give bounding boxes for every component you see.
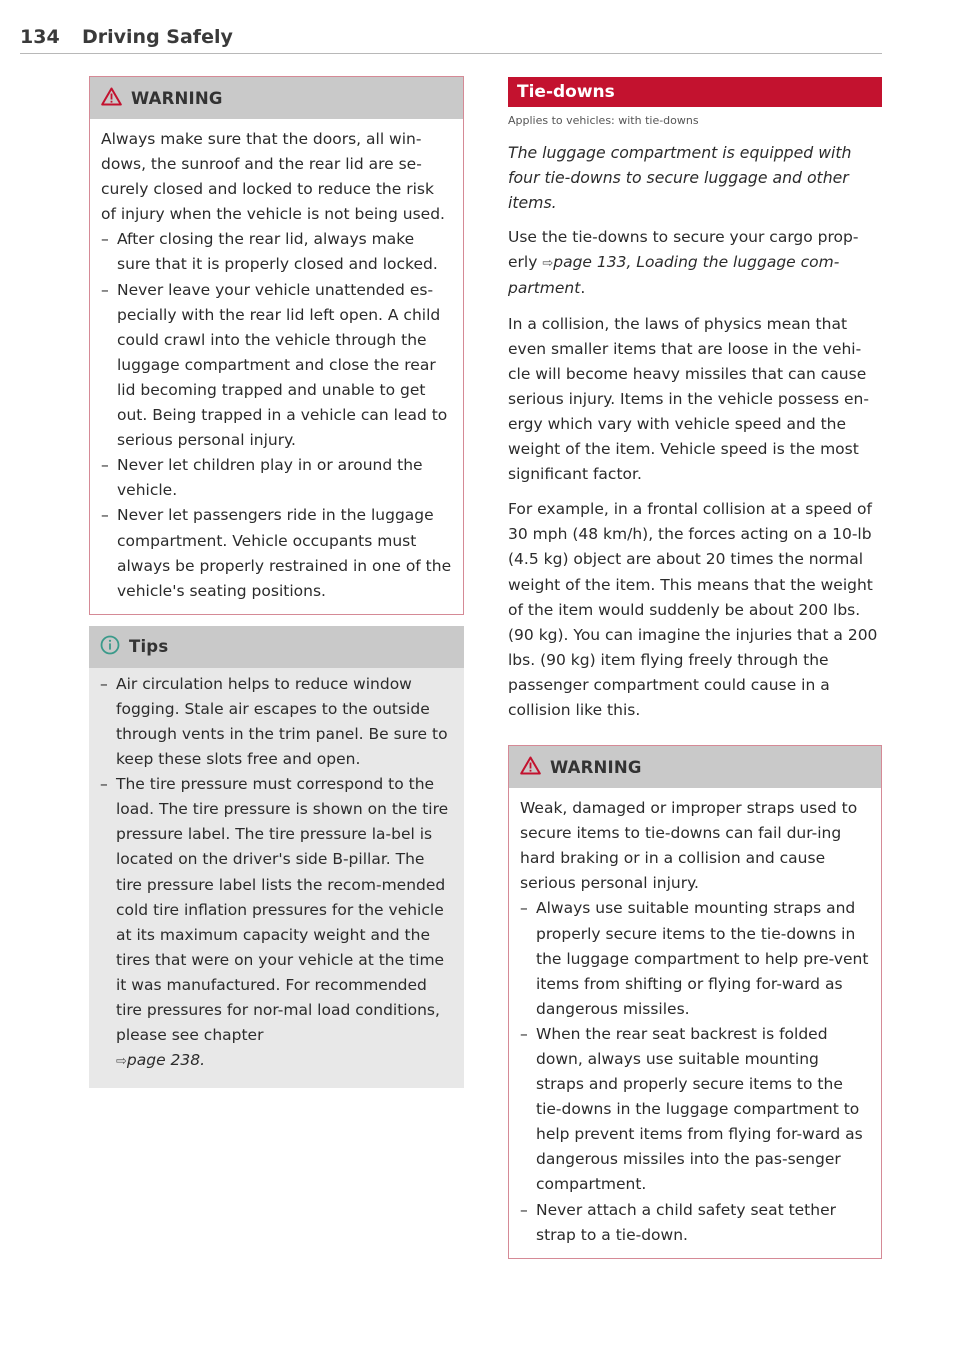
tips-body	[89, 668, 464, 1089]
right-warning-item: – Never attach a child safety seat tether strap to a tie-down.	[520, 1198, 870, 1248]
use-end: .	[580, 279, 586, 298]
tips-title: Tips	[129, 637, 169, 657]
section-title: Driving Safely	[82, 26, 233, 48]
tips-item: – Air circulation helps to reduce window fogging. Stale air escapes to the outside through vents in the trim panel. Be sure to keep these slots free and open.	[100, 672, 453, 772]
left-warning-item: – After closing the rear lid, always make sure that it is properly closed and locked.	[101, 227, 452, 277]
tips-page-ref[interactable]: page 238.	[126, 1051, 206, 1070]
header-divider	[20, 53, 882, 54]
left-warning-title: WARNING	[131, 88, 223, 108]
loading-page-ref[interactable]: page 133, Loading the luggage com-partment	[508, 253, 840, 298]
use-text: Use the tie-downs to secure your cargo prop-erly	[508, 228, 859, 272]
collision-paragraph: In a collision, the laws of physics mean that even smaller items that are loose in the vehi-cle will become heavy missiles that can cause serious injury. Items in the vehicle possess en-ergy which vary with vehicle speed and the weight of the item. Vehicle speed is the most significant factor.	[508, 314, 869, 484]
right-warning-item: – When the rear seat backrest is folded down, always use suitable mounting straps and properly secure items to the tie-downs in the luggage compartment to help prevent items from flying for-ward as dangerous missiles into the pas-senger compartment.	[520, 1022, 870, 1198]
right-warning-intro: Weak, damaged or improper straps used to secure items to tie-downs can fail dur-ing hard braking or in a collision and cause serious personal injury.	[520, 799, 858, 893]
tips-box	[89, 626, 464, 1089]
left-warning-item: – Never let children play in or around the vehicle.	[101, 453, 452, 503]
warning-triangle-icon	[101, 87, 122, 110]
tips-item-text: The tire pressure must correspond to the load. The tire pressure is shown on the tire pressure label. The tire pressure la-bel is located on the driver's side B-pillar. The tire pressure label lists the recom-mended cold tire inflation pressures for the vehicle at its maximum capacity weight and the tires that were on your vehicle at the time it was manufactured. For recommended tire pressures for nor-mal load conditions, please see chapter	[116, 775, 449, 1045]
arrow-right-icon: ⇨	[542, 256, 554, 272]
left-warning-header	[90, 77, 463, 119]
left-column	[89, 76, 464, 1088]
tie-downs-use-paragraph	[508, 225, 882, 301]
left-warning-item: – Never let passengers ride in the luggage compartment. Vehicle occupants must always be properly restrained in one of the vehicle's seating positions.	[101, 503, 452, 603]
right-warning-header	[509, 746, 881, 788]
right-warning-box	[508, 745, 882, 1259]
arrow-right-icon: ⇨	[116, 1054, 127, 1070]
left-warning-body	[90, 119, 463, 614]
applies-note: Applies to vehicles: with tie-downs	[508, 114, 699, 127]
tips-item	[100, 772, 453, 1074]
left-warning-intro: Always make sure that the doors, all win-dows, the sunroof and the rear lid are se-curely closed and locked to reduce the risk of injury when the vehicle is not being used.	[101, 130, 445, 224]
right-warning-item: – Always use suitable mounting straps and properly secure items to the tie-downs in the luggage compartment to help pre-vent items from shifting or flying for-ward as dangerous missiles.	[520, 896, 870, 1021]
page-header	[20, 22, 882, 54]
left-warning-item: – Never leave your vehicle unattended es-pecially with the rear lid left open. A child could crawl into the vehicle through the luggage compartment and close the rear lid becoming trapped and unable to get out. Being trapped in a vehicle can lead to serious personal injury.	[101, 278, 452, 454]
page-number: 134	[20, 26, 60, 48]
info-circle-icon	[100, 635, 120, 659]
warning-triangle-icon	[520, 756, 541, 779]
right-warning-body	[509, 788, 881, 1258]
tips-header	[89, 626, 464, 668]
right-warning-title: WARNING	[550, 757, 642, 777]
tie-downs-intro: The luggage compartment is equipped with four tie-downs to secure luggage and other items.	[508, 143, 852, 213]
example-paragraph: For example, in a frontal collision at a speed of 30 mph (48 km/h), the forces acting on a 10-lb (4.5 kg) object are about 20 times the normal weight of the item. This means that the weight of the item would suddenly be about 200 lbs. (90 kg). You can imagine the injuries that a 200 lbs. (90 kg) item flying freely through the passenger compartment could cause in a collision like this.	[508, 500, 878, 719]
right-column	[508, 77, 882, 1259]
tie-downs-heading: Tie-downs	[508, 77, 882, 107]
left-warning-box	[89, 76, 464, 615]
